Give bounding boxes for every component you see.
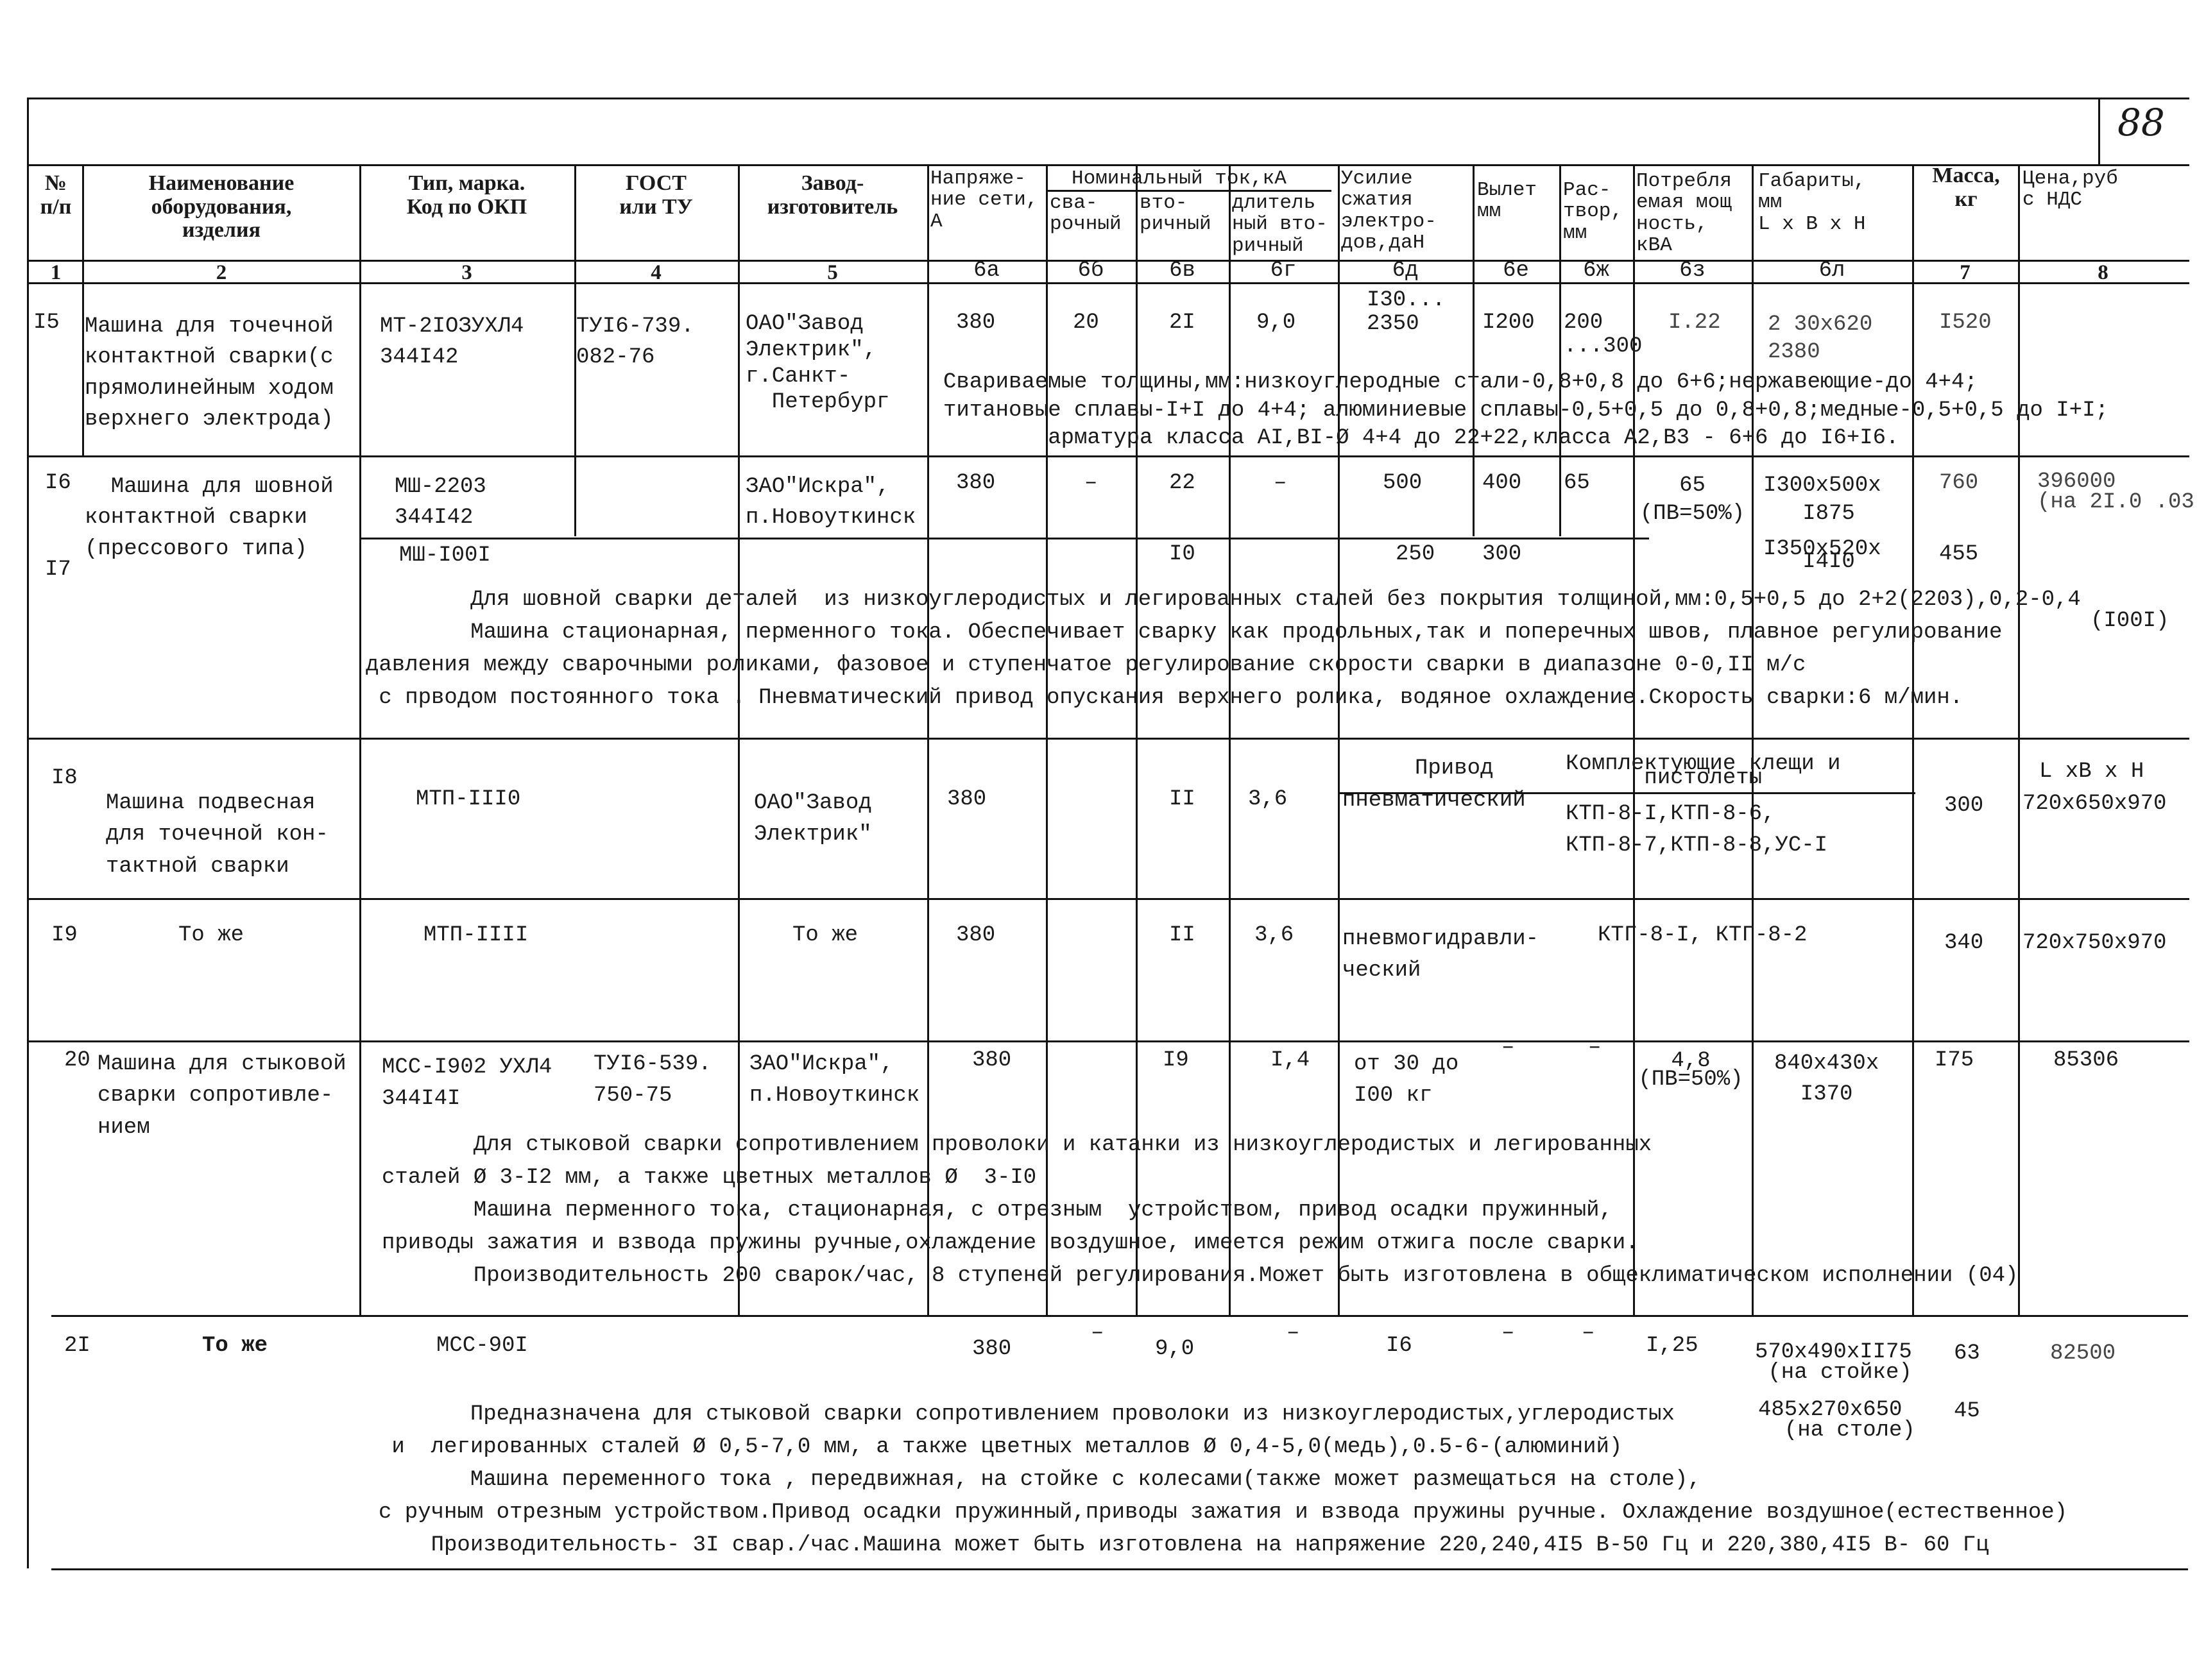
row-dims-label: L xB x H xyxy=(2039,759,2144,784)
colnum-6g: 6г xyxy=(1270,259,1297,283)
colnum-6l: 6л xyxy=(1818,259,1845,283)
row-type: МШ-2203 344I42 xyxy=(395,475,486,530)
col-opening-header: Рас- твор, мм xyxy=(1563,179,1623,244)
row-mass: 300 xyxy=(1944,793,1984,818)
colnum-6z: 6з xyxy=(1679,259,1706,283)
row-current-weld: 20 xyxy=(1073,310,1099,335)
row-voltage: 380 xyxy=(972,1048,1012,1073)
row-type: МТП-IIII xyxy=(423,923,529,947)
rule-bottom xyxy=(51,1568,2188,1570)
col-mass-header: Масса, кг xyxy=(1932,164,2000,211)
row-note-extra: (I00I) xyxy=(2091,609,2169,633)
row-name: То же xyxy=(178,923,244,947)
row-name: Машина подвесная для точечной кон- тактной сварки xyxy=(106,791,329,879)
colnum-4: 4 xyxy=(651,261,662,284)
vcol-11 xyxy=(1559,164,1561,536)
colnum-1: 1 xyxy=(50,261,62,284)
row-opening: 65 xyxy=(1564,471,1590,495)
vcol-15 xyxy=(2018,164,2020,1315)
row-mass-alt: 45 xyxy=(1954,1399,1980,1423)
col-gost-header: ГОСТ или ТУ xyxy=(619,171,693,219)
row-note: Для шовной сварки деталей из низкоуглеродистых и легированных сталей без покрытия толщиной,мм:0,5+0,5 до 2+2(2203),0,2-0,4 Машина стационарная, перменного тока. Обеспечивает сварку как продольных,так и поперечных швов, плавное регулирование давления между сварочными роликами, фазовое и ступенчатое регулирование скорости сварки в диапазоне 0-0,II м/с с прводом постоянного тока . Пневматический привод опускания верхнего ролика, водяное охлаждение.Скорость сварки:6 м/мин. xyxy=(366,588,2081,710)
row-plant: ЗАО"Искра", п.Новоуткинск xyxy=(749,1052,920,1108)
row-gost: ТУI6-539. 750-75 xyxy=(594,1052,712,1108)
vcol-10 xyxy=(1473,164,1475,536)
row-current-sec: II xyxy=(1169,923,1195,947)
colnum-7: 7 xyxy=(1960,261,1971,284)
row-note: Свариваемые толщины,мм:низкоуглеродные стали-0,8+0,8 до 6+6;нержавеющие-до 4+4; титановые сплавы-I+I до 4+4; алюминиевые сплавы-0,5+0,5 до 0,8+0,8;медные-0,5+0,5 до I+I; арматура класса AI,BI-Ø 4+4 до 22+22,класса А2,В3 - 6+6 до I6+I6. xyxy=(943,370,2108,451)
row-plant: То же xyxy=(792,923,859,947)
rule-pagebox xyxy=(2098,98,2100,164)
col-voltage-header: Напряже- ние сети, А xyxy=(930,167,1038,233)
row-type: МШ-I00I xyxy=(399,543,491,568)
row-price: 82500 xyxy=(2050,1341,2116,1366)
row-drive-label: Привод xyxy=(1415,756,1494,781)
row-mass: 63 xyxy=(1954,1341,1980,1366)
col-current-weld-header: сва- рочный xyxy=(1050,192,1122,236)
row-note: Предназначена для стыковой сварки сопротивлением проволоки из низкоуглеродистых,углеродистых и легированных сталей Ø 0,5-7,0 мм, а также цветных металлов Ø 0,4-5,0(медь),0.5-6-(алюминий) Машина переменного тока , передвижная, на стойке с колесами(также может размещаться на столе), с ручным отрезным устройством.Привод осадки пружинный,приводы зажатия и взвода пружины ручные. Охлаждение воздушное(естественное) Производительность- 3I свар./час.Машина может быть изготовлена на напряжение 220,240,4I5 В-50 Гц и 220,380,4I5 В- 60 Гц xyxy=(379,1402,2068,1557)
row-number: I9 xyxy=(51,923,78,947)
col-plant-header: Завод- изготовитель xyxy=(767,171,898,219)
vcol-1 xyxy=(82,164,84,455)
col-type-header: Тип, марка. Код по ОКП xyxy=(406,171,527,219)
row-power: I,25 xyxy=(1646,1334,1698,1358)
row-drive: пневматический xyxy=(1342,788,1526,813)
row-power: 65 (ПВ=50%) xyxy=(1639,473,1745,527)
row-dims: I350x520x I4I0 xyxy=(1763,537,1881,575)
row-force: 250 xyxy=(1396,542,1435,566)
row-current-sec: 22 xyxy=(1169,471,1195,495)
colnum-6d: 6д xyxy=(1392,259,1419,283)
row-opening: – xyxy=(1582,1321,1595,1345)
row-current-dur: I,4 xyxy=(1270,1048,1310,1073)
rule-row18-bottom xyxy=(27,898,2189,900)
rule-left xyxy=(27,98,29,1568)
row-force: от 30 до I00 кг xyxy=(1354,1052,1459,1108)
col-dims-header: Габариты, мм L x B x H xyxy=(1758,170,1866,235)
col-current-dur-header: длитель ный вто- ричный xyxy=(1232,192,1328,257)
row-kit-label: Комплектующие клещи и пистолеты xyxy=(1566,752,1841,791)
row-number: 20 xyxy=(64,1048,90,1073)
row-plant: ОАО"Завод Электрик" xyxy=(754,791,872,847)
row-mass: 455 xyxy=(1939,542,1979,566)
row-opening: – xyxy=(1588,1035,1602,1060)
row-name: Машина для стыковой сварки сопротивле- нием xyxy=(98,1052,346,1140)
row-voltage: 380 xyxy=(956,471,996,495)
row-current-weld: – xyxy=(1084,471,1098,495)
row-number: I6 xyxy=(45,471,71,495)
colnum-6a: 6а xyxy=(973,259,1000,283)
row-dims: 840x430x I370 xyxy=(1774,1051,1879,1107)
row-type: МСС-90I xyxy=(436,1334,528,1358)
col-current-header: Номинальный ток,кА xyxy=(1072,167,1287,190)
row-dims: I300x500x I875 xyxy=(1763,473,1881,527)
page-number: 88 xyxy=(2117,101,2165,144)
row-type: МТ-2IОЗУХЛ4 344I42 xyxy=(380,314,524,370)
col-name-header: Наименование оборудования, изделия xyxy=(148,171,295,242)
col-current-sec-header: вто- ричный xyxy=(1140,192,1211,236)
colnum-6v: 6в xyxy=(1169,259,1195,283)
colnum-2: 2 xyxy=(216,261,227,284)
rule-row20-bottom xyxy=(51,1315,2188,1317)
row-current-sec: I0 xyxy=(1169,542,1195,566)
rule-row19-bottom xyxy=(27,1040,2189,1042)
colnum-6b: 6б xyxy=(1077,259,1104,283)
rule-row17-bottom xyxy=(27,738,2189,740)
row-current-sec: II xyxy=(1169,787,1195,811)
vcol-2 xyxy=(359,164,361,1315)
row-name: То же xyxy=(202,1334,268,1358)
row-plant: ЗАО"Искра", п.Новоуткинск xyxy=(746,475,916,530)
rule-top xyxy=(27,98,2189,99)
row-force: I6 xyxy=(1386,1334,1412,1358)
row-gost: ТУI6-739. 082-76 xyxy=(576,314,694,370)
col-power-header: Потребля емая мощ ность, кВА xyxy=(1636,170,1732,257)
row-number: I5 xyxy=(33,310,60,335)
row-kit: КТГ-8-I, КТГ-8-2 xyxy=(1598,923,1808,947)
colnum-6zh: 6ж xyxy=(1583,259,1609,283)
row-force: 500 xyxy=(1383,471,1423,495)
row-type: МСС-I902 УХЛ4 344I4I xyxy=(382,1055,552,1112)
row-current-dur: 3,6 xyxy=(1254,923,1294,947)
row-number: I7 xyxy=(45,557,71,582)
row-type: МТП-III0 xyxy=(416,787,521,811)
row-current-sec: I9 xyxy=(1163,1048,1189,1073)
colnum-6e: 6е xyxy=(1503,259,1529,283)
row-note: Для стыковой сварки сопротивлением проволоки и катанки из низкоуглеродистых и легированных сталей Ø 3-I2 мм, а также цветных металлов Ø 3-I0 Машина перменного тока, стационарная, с отрезным устройством, привод осадки пружинный, приводы зажатия и взвода пружины ручные,охлаждение воздушное, имеется режим отжига после сварки. Производительность 200 сварок/час, 8 ступеней регулирования.Может быть изготовлена в общеклиматическом исполнении (04) xyxy=(382,1133,2019,1288)
rule-header-top xyxy=(27,164,2189,166)
row-reach: – xyxy=(1501,1321,1515,1345)
row-current-weld: – xyxy=(1091,1321,1104,1345)
colnum-3: 3 xyxy=(461,261,472,284)
row-drive: пневмогидравли- ческий xyxy=(1342,927,1539,983)
row-name: Машина для шовной контактной сварки (прессового типа) xyxy=(85,475,334,561)
row-kit: КТП-8-I,КТП-8-6, КТП-8-7,КТП-8-8,УС-I xyxy=(1566,802,1828,858)
row-current-dur: – xyxy=(1274,471,1287,495)
row-voltage: 380 xyxy=(947,787,987,811)
row-dims: 570x490xII75 (на стойке) xyxy=(1755,1340,1912,1386)
row-mass: 760 xyxy=(1939,471,1979,495)
row-mass: I75 xyxy=(1935,1048,1974,1073)
colnum-8: 8 xyxy=(2098,261,2108,284)
row-current-sec: 9,0 xyxy=(1155,1337,1195,1361)
row-current-dur: – xyxy=(1287,1321,1300,1345)
row-mass: I520 xyxy=(1939,310,1992,335)
col-force-header: Усилие сжатия электро- дов,даН xyxy=(1341,167,1437,255)
row-plant: ОАО"Завод Электрик", г.Санкт- Петербург xyxy=(746,312,890,415)
colnum-5: 5 xyxy=(827,261,838,284)
row-force: I30... 2350 xyxy=(1367,288,1446,336)
row-current-dur: 3,6 xyxy=(1248,787,1288,811)
row-voltage: 380 xyxy=(972,1337,1012,1361)
row-dims: 720x750x970 xyxy=(2022,931,2167,955)
row-number: I8 xyxy=(51,766,78,790)
row-number: 2I xyxy=(64,1334,90,1358)
row-power: 4,8 (ПВ=50%) xyxy=(1638,1049,1743,1092)
row-current-dur: 9,0 xyxy=(1256,310,1296,335)
row-voltage: 380 xyxy=(956,310,996,335)
row-dims: 2 30x620 2380 xyxy=(1768,312,1873,364)
row-current-sec: 2I xyxy=(1169,310,1195,335)
row-dims: 720x650x970 xyxy=(2022,792,2167,816)
row-power: I.22 xyxy=(1668,310,1721,335)
row-opening: 200 ...300 xyxy=(1564,310,1643,359)
col-price-header: Цена,руб с НДС xyxy=(2022,167,2118,212)
row-dims-alt: 485x270x650 (на столе) xyxy=(1758,1398,1915,1443)
col-no-header: № п/п xyxy=(40,171,72,219)
row-reach: I200 xyxy=(1482,310,1535,335)
row-mass: 340 xyxy=(1944,931,1984,955)
rule-row16-split xyxy=(359,538,1649,539)
row-name: Машина для точечной контактной сварки(с прямолинейным ходом верхнего электрода) xyxy=(85,314,334,432)
col-reach-header: Вылет мм xyxy=(1477,179,1537,223)
row-price: 396000 (на 2I.0 .03 xyxy=(2037,470,2194,515)
row-reach: – xyxy=(1501,1035,1515,1060)
row-price: 85306 xyxy=(2053,1048,2119,1073)
row-voltage: 380 xyxy=(956,923,996,947)
rule-row15-bottom xyxy=(27,455,2189,457)
row-reach: 300 xyxy=(1482,542,1522,566)
row-reach: 400 xyxy=(1482,471,1522,495)
